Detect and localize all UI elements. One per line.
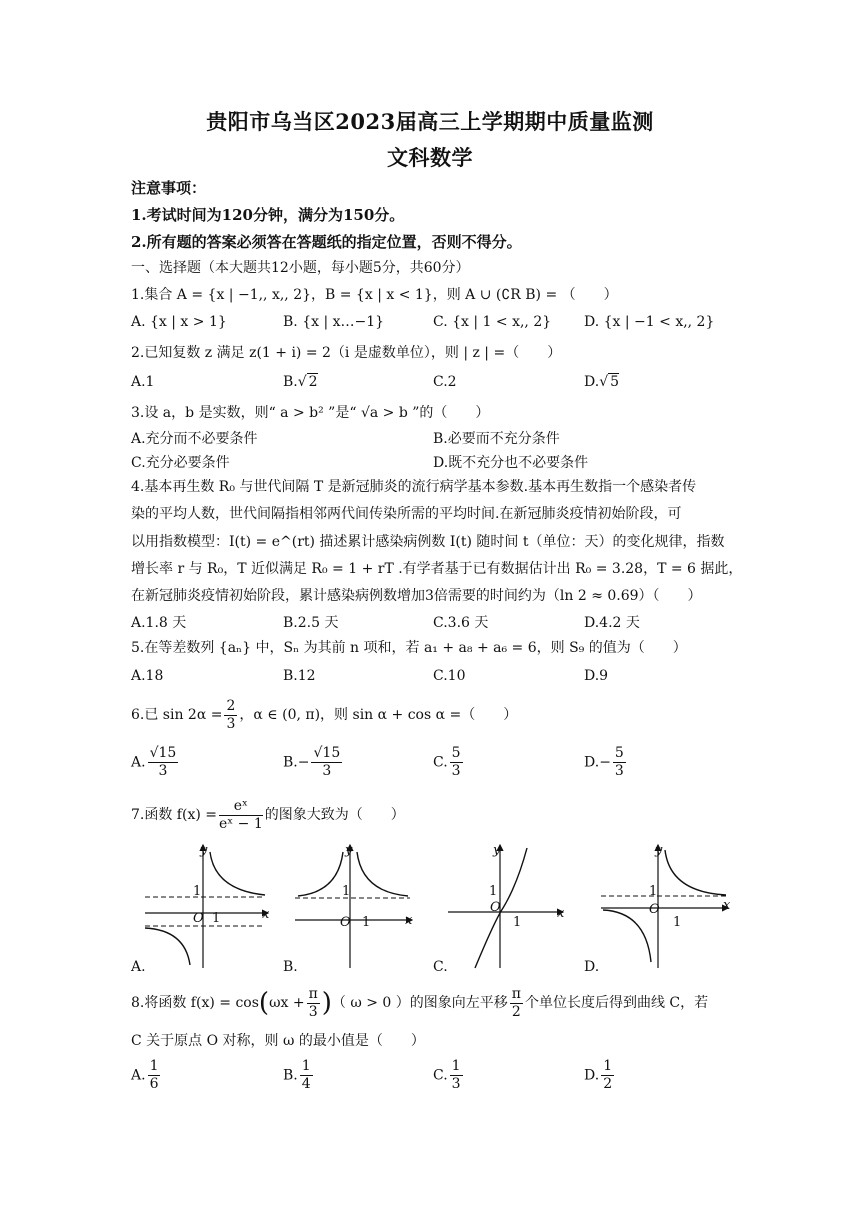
q6-b-num: √15 bbox=[313, 745, 341, 761]
graph-d-x-label: x bbox=[723, 898, 731, 913]
graph-a-y-label: y bbox=[200, 843, 208, 858]
question-1-stem: 1.集合 A = {x | −1,, x,, 2}，B = {x | x < 1}，则 A ∪ (∁R B) = （ ） bbox=[131, 287, 618, 303]
q3-option-b: B.必要而不充分条件 bbox=[433, 431, 560, 447]
question-6-stem bbox=[131, 697, 732, 733]
q7-option-d: D. bbox=[584, 959, 600, 975]
graph-a-origin: O bbox=[193, 911, 204, 926]
q6-a-num: √15 bbox=[149, 745, 177, 761]
graph-b bbox=[290, 840, 420, 970]
q2-option-a: A.1 bbox=[131, 374, 155, 390]
q4-line-4: 增长率 r 与 R₀，T 近似满足 R₀ = 1 + rT .有学者基于已有数据估计出 R₀ = 3.28，T = 6 据此， bbox=[131, 561, 743, 577]
q8-arg: ωx + bbox=[269, 995, 305, 1011]
q8-b-label: B. bbox=[283, 1067, 298, 1084]
q8-c-den: 3 bbox=[451, 1076, 461, 1092]
q8-b-fraction bbox=[300, 1058, 313, 1093]
q6-stem-pre: 6.已 sin 2α = bbox=[131, 707, 223, 723]
graph-a-one-x: 1 bbox=[212, 911, 221, 926]
q7-stem-post: 的图象大致为（ ） bbox=[264, 807, 405, 823]
exam-subtitle: 文科数学 bbox=[387, 145, 473, 170]
question-2-stem: 2.已知复数 z 满足 z(1 + i) = 2（i 是虚数单位），则 | z | =（ ） bbox=[131, 345, 562, 361]
q6-b-den: 3 bbox=[322, 763, 332, 779]
graph-d-one-y: 1 bbox=[649, 884, 658, 899]
q8-d-fraction bbox=[601, 1058, 614, 1093]
q6-d-label: D. bbox=[584, 754, 600, 771]
graph-a-one-y: 1 bbox=[193, 884, 202, 899]
graph-c-x-label: x bbox=[557, 906, 565, 921]
q6-c-den: 3 bbox=[451, 763, 461, 779]
q4-line-1: 4.基本再生数 R₀ 与世代间隔 T 是新冠肺炎的流行病学基本参数.基本再生数指一个感染者传 bbox=[131, 479, 697, 495]
q8-b-num: 1 bbox=[301, 1058, 311, 1074]
q3-option-c: C.充分必要条件 bbox=[131, 455, 230, 471]
q8-frac-1-num: π bbox=[308, 985, 318, 1002]
q6-a-label: A. bbox=[131, 754, 146, 771]
q7-option-b: B. bbox=[283, 959, 298, 975]
q8-stem-mid: （ ω > 0 ）的图象向左平移 bbox=[331, 995, 508, 1011]
q8-option-c bbox=[433, 1058, 465, 1093]
q6-option-a bbox=[131, 745, 180, 780]
q8-frac-2-den: 2 bbox=[511, 1003, 521, 1020]
q8-a-fraction bbox=[148, 1058, 161, 1093]
q4-option-c: C.3.6 天 bbox=[433, 615, 489, 631]
q4-option-b: B.2.5 天 bbox=[283, 615, 339, 631]
q8-d-num: 1 bbox=[603, 1058, 613, 1074]
q4-line-3: 以用指数模型：I(t) = e^(rt) 描述累计感染病例数 I(t) 随时间 t（单位：天）的变化规律，指数 bbox=[131, 534, 725, 550]
q6-c-fraction bbox=[450, 745, 463, 780]
q8-right-paren: ) bbox=[321, 988, 332, 1018]
graph-a-x-label: x bbox=[262, 907, 270, 922]
q6-b-label: B. bbox=[283, 754, 298, 771]
q8-c-label: C. bbox=[433, 1067, 448, 1084]
q4-line-2: 染的平均人数，世代间隔指相邻两代间传染所需的平均时间.在新冠肺炎疫情初始阶段，可 bbox=[131, 506, 682, 522]
q2-option-d: D.√ 5 bbox=[584, 374, 620, 390]
q8-option-b bbox=[283, 1058, 315, 1093]
graph-b-one-x: 1 bbox=[362, 915, 371, 930]
q1-option-d: D. {x | −1 < x,, 2} bbox=[584, 314, 715, 330]
q7-option-c: C. bbox=[433, 959, 448, 975]
graph-b-origin: O bbox=[340, 915, 351, 930]
graph-b-x-label: x bbox=[405, 913, 413, 928]
q6-b-sign: − bbox=[297, 754, 310, 771]
q2-option-b-label: B. bbox=[283, 374, 298, 390]
q6-d-fraction bbox=[613, 745, 626, 780]
q8-c-fraction bbox=[450, 1058, 463, 1093]
graph-d bbox=[598, 840, 733, 970]
notice-item-2: 2.所有题的答案必须答在答题纸的指定位置，否则不得分。 bbox=[131, 233, 522, 251]
q6-option-d bbox=[584, 745, 628, 780]
q6-stem-fraction bbox=[224, 698, 237, 733]
q8-stem-post: 个单位长度后得到曲线 C，若 bbox=[524, 995, 709, 1011]
q8-d-label: D. bbox=[584, 1067, 600, 1084]
q5-option-c: C.10 bbox=[433, 668, 466, 684]
q1-option-c: C. {x | 1 < x,, 2} bbox=[433, 314, 552, 330]
graph-d-origin: O bbox=[649, 902, 660, 917]
q8-a-num: 1 bbox=[149, 1058, 159, 1074]
q4-option-a: A.1.8 天 bbox=[131, 615, 187, 631]
q1-option-b: B. {x | x…−1} bbox=[283, 314, 385, 330]
q8-frac-1 bbox=[307, 986, 320, 1021]
q6-d-den: 3 bbox=[614, 763, 624, 779]
q8-left-paren: ( bbox=[258, 988, 270, 1018]
graph-a bbox=[140, 840, 275, 970]
q6-a-den: 3 bbox=[158, 763, 168, 779]
q7-frac-den: eˣ − 1 bbox=[219, 815, 263, 832]
q7-option-a: A. bbox=[131, 959, 146, 975]
q8-a-den: 6 bbox=[149, 1076, 159, 1092]
q6-d-sign: − bbox=[599, 754, 611, 771]
q8-line-2: C 关于原点 O 对称，则 ω 的最小值是（ ） bbox=[131, 1033, 425, 1049]
q6-a-fraction bbox=[148, 745, 179, 780]
q2-option-c: C.2 bbox=[433, 374, 457, 390]
q7-frac-num: eˣ bbox=[219, 798, 263, 816]
graph-c-origin: O bbox=[490, 900, 501, 915]
q6-c-label: C. bbox=[433, 754, 448, 771]
notice-item-1: 1.考试时间为120分钟，满分为150分。 bbox=[131, 206, 405, 224]
q5-option-a: A.18 bbox=[131, 668, 164, 684]
graph-b-one-y: 1 bbox=[342, 884, 351, 899]
q2-option-b-value: 2 bbox=[308, 374, 318, 390]
q8-stem-pre: 8.将函数 f(x) = cos bbox=[131, 995, 259, 1011]
q5-option-b: B.12 bbox=[283, 668, 316, 684]
question-5-stem: 5.在等差数列 {aₙ} 中，Sₙ 为其前 n 项和，若 a₁ + a₈ + a₆ = 6，则 S₉ 的值为（ ） bbox=[131, 640, 687, 656]
q8-d-den: 2 bbox=[603, 1076, 613, 1092]
q6-frac-num: 2 bbox=[226, 697, 236, 714]
q6-frac-den: 3 bbox=[226, 715, 236, 732]
q8-option-d bbox=[584, 1058, 616, 1093]
q3-option-d: D.既不充分也不必要条件 bbox=[433, 455, 589, 471]
graph-b-y-label: y bbox=[345, 843, 353, 858]
q8-frac-2-num: π bbox=[511, 985, 521, 1002]
q6-c-num: 5 bbox=[451, 745, 461, 761]
q3-option-a: A.充分而不必要条件 bbox=[131, 431, 258, 447]
q8-c-num: 1 bbox=[451, 1058, 461, 1074]
notice-heading: 注意事项： bbox=[131, 179, 207, 197]
q6-d-num: 5 bbox=[614, 745, 624, 761]
section-heading: 一、选择题（本大题共12小题，每小题5分，共60分） bbox=[131, 260, 470, 276]
q5-option-d: D.9 bbox=[584, 668, 609, 684]
q8-option-a bbox=[131, 1058, 162, 1093]
q7-stem-fraction bbox=[219, 798, 263, 833]
q2-option-b: B.√ 2 bbox=[283, 374, 318, 390]
question-7-stem bbox=[131, 795, 732, 835]
q8-b-den: 4 bbox=[301, 1076, 311, 1092]
exam-title: 贵阳市乌当区2023届高三上学期期中质量监测 bbox=[206, 109, 654, 134]
q4-line-5: 在新冠肺炎疫情初始阶段，累计感染病例数增加3倍需要的时间约为（ln 2 ≈ 0.69）（ ） bbox=[131, 588, 702, 604]
q6-b-fraction bbox=[311, 745, 342, 780]
q8-a-label: A. bbox=[131, 1067, 146, 1084]
graph-c-y-label: y bbox=[493, 843, 501, 858]
question-3-stem: 3.设 a，b 是实数，则“ a > b² ”是“ √a > b ”的（ ） bbox=[131, 405, 490, 421]
q2-option-d-value: 5 bbox=[610, 374, 620, 390]
q8-line-1 bbox=[131, 983, 732, 1023]
q4-option-d: D.4.2 天 bbox=[584, 615, 640, 631]
graph-c-one-y: 1 bbox=[489, 884, 498, 899]
graph-d-one-x: 1 bbox=[673, 915, 682, 930]
q2-option-d-label: D. bbox=[584, 374, 600, 390]
q6-option-c bbox=[433, 745, 465, 780]
q1-option-a: A. {x | x > 1} bbox=[131, 314, 227, 330]
graph-d-y-label: y bbox=[655, 843, 663, 858]
q6-option-b bbox=[283, 745, 344, 780]
graph-c bbox=[445, 840, 570, 970]
graph-c-one-x: 1 bbox=[513, 915, 522, 930]
q7-stem-pre: 7.函数 f(x) = bbox=[131, 807, 217, 823]
q8-frac-1-den: 3 bbox=[308, 1003, 318, 1020]
q6-stem-post: ，α ∈ (0, π)，则 sin α + cos α =（ ） bbox=[239, 707, 518, 723]
q8-frac-2 bbox=[510, 986, 523, 1021]
